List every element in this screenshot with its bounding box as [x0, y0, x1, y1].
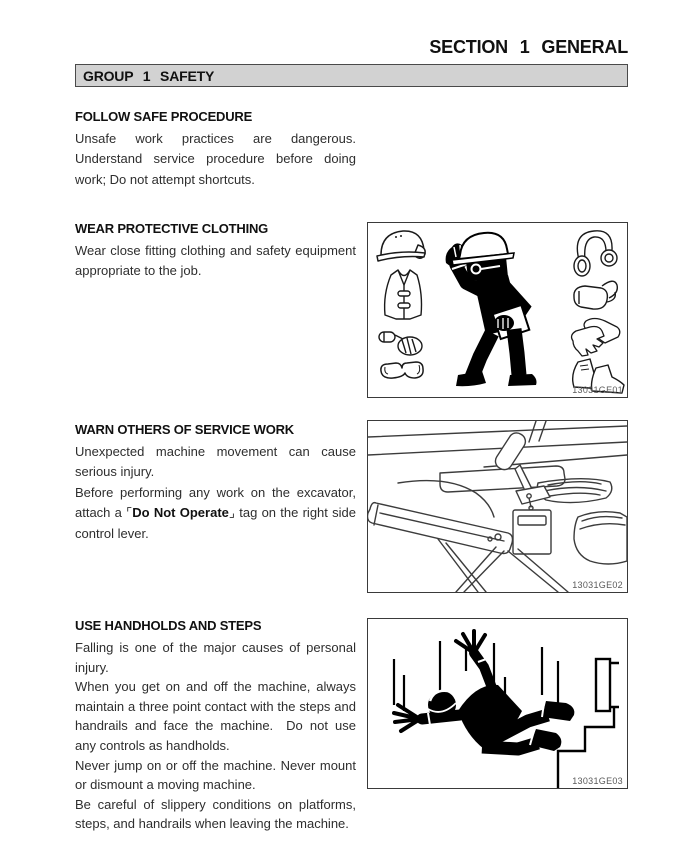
- section-use-handholds: [75, 619, 356, 834]
- section-heading: FOLLOW SAFE PROCEDURE: [75, 109, 253, 124]
- worker-figure: [446, 233, 537, 386]
- group-header: [75, 64, 628, 87]
- falling-person-illustration: [368, 619, 627, 788]
- figure-caption: 13031GE01: [572, 385, 623, 395]
- figure-falling-person: [367, 618, 628, 789]
- figure-protective-clothing: [367, 222, 628, 398]
- figure-caption: 13031GE02: [572, 580, 623, 590]
- section-body: [75, 241, 356, 282]
- ear-muffs-icon: [574, 231, 617, 276]
- warning-tag: [513, 498, 551, 554]
- paragraph: Wear close fitting clothing and safety equipment appropriate to the job.: [75, 243, 356, 279]
- section-follow-safe-procedure: [75, 110, 356, 190]
- page-title: SECTION 1 GENERAL: [429, 37, 628, 57]
- paragraph: Falling is one of the major causes of personal injury.: [75, 640, 356, 675]
- paragraph: Unexpected machine movement can cause serious injury.: [75, 444, 356, 480]
- group-title: GROUP 1 SAFETY: [83, 67, 215, 84]
- section-body: [75, 638, 356, 834]
- paragraph: When you get on and off the machine, always maintain a three point contact with the steps and handrails and face the machine. Do not use any controls as handholds.: [75, 679, 356, 753]
- handrail: [596, 659, 619, 711]
- section-wear-protective-clothing: [75, 222, 356, 282]
- gloves-icon: [572, 319, 620, 357]
- section-heading: USE HANDHOLDS AND STEPS: [75, 618, 262, 633]
- seat-cushion: [574, 512, 627, 564]
- section-body: [75, 129, 356, 190]
- control-lever-illustration: [368, 421, 627, 592]
- hard-hat-icon: [377, 231, 425, 261]
- figure-do-not-operate-tag: [367, 420, 628, 593]
- sentence-post: ⌟ tag on the right side control lever.: [75, 505, 356, 541]
- section-body: [75, 442, 356, 544]
- paragraph: Never jump on or off the machine. Never mount or dismount a moving machine.: [75, 757, 356, 793]
- safety-vest-icon: [385, 270, 422, 319]
- ear-plugs-icon: [379, 332, 422, 355]
- protective-clothing-illustration: [368, 223, 627, 397]
- paragraph: Unsafe work practices are dangerous. Understand service procedure before doing work; Do not attempt shortcuts.: [75, 131, 356, 187]
- section-heading: WARN OTHERS OF SERVICE WORK: [75, 422, 294, 437]
- section-heading: WEAR PROTECTIVE CLOTHING: [75, 221, 269, 236]
- floor-mat-ridges: [537, 479, 611, 503]
- sentence-pre: Before performing any work on the excavator, attach a ⌜: [75, 484, 356, 521]
- do-not-operate-label: Do Not Operate: [132, 505, 229, 521]
- dust-mask-icon: [574, 281, 617, 309]
- paragraph: [75, 483, 356, 544]
- section-warn-others: [75, 423, 356, 544]
- goggles-icon: [381, 362, 423, 378]
- paragraph: Be careful of slippery conditions on platforms, steps, and handrails when leaving the machine.: [75, 796, 356, 832]
- falling-person-figure: [394, 631, 574, 751]
- figure-caption: 13031GE03: [572, 776, 623, 786]
